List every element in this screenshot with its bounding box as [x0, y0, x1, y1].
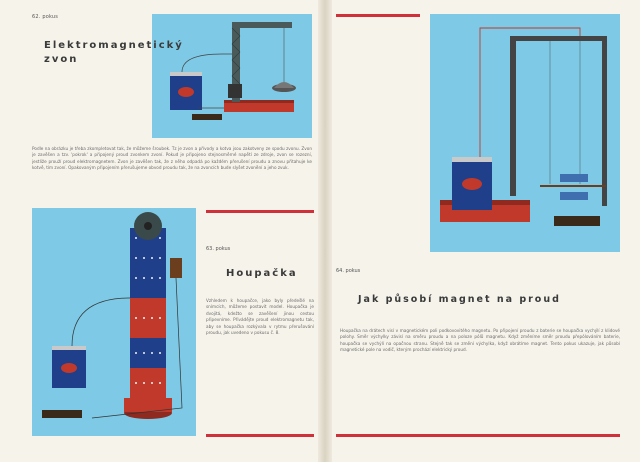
page-number-left: 62. pokus — [32, 14, 59, 20]
photo-swing-apparatus — [32, 208, 196, 436]
bell-apparatus-illustration — [152, 14, 312, 138]
section-text-swing: Vzhledem k houpačce, jako byly předešlé na snímcích, můžeme postavit model. Houpačka je dvojitá, kdežto se zavěšení jinou cestou připevníme. Přivádějte proud elektromagnetu tak, aby se houpačka rozkývala v rytmu přerušování proudu, jak uvedeno v pokusu č. 8. — [206, 298, 314, 336]
book-gutter — [318, 0, 332, 462]
section-title-bell-line2: zvon — [44, 54, 79, 65]
photo-magnet-current — [430, 14, 620, 252]
section-text-bell: Podle na obrázku je třeba zkompletovat tak, že můžeme šroubek. Tz je zvon a přívody a kotva jsou zakotveny ze spodu zvonu. Zvon je zavěšen a tzv. 'pokrok' a připojený proud zvonkem zvoní. Pokud je připojeno stejnosměrné napětí ze zdroje, zvon se rozezní, jestliže prouží proud elektromagnetem. Zvon je zavěšen tak, že z něho odpadá po každém přerušení proudu a znovu přitahuje ke kotvě, tím zvoní. Opakovaným připojením přerušujeme obvod proudu tak, že na zvoncích bude slyšet zvonění a jeho zvuk. — [32, 146, 312, 171]
section-title-magnet: Jak působí magnet na proud — [358, 294, 561, 305]
swing-apparatus-illustration — [32, 208, 196, 436]
section-number-swing: 63. pokus — [206, 246, 231, 252]
divider-bar-right-top — [336, 14, 420, 17]
section-text-magnet: Houpačka na drátech visí v magnetickém poli podkovovitého magnetu. Po připojení proudu z baterie se houpačka vychýlí z klidové polohy. Směr výchylky závisí na směru proudu a na poloze pólů magnetu. Když změníme směr proudu přepólováním baterie, houpačka se vychýlí na opačnou stranu. Stejně tak se změní výchylka, když obrátíme magnet. Tento pokus ukazuje, jak působí magnetické pole na vodič, kterým prochází elektrický proud. — [340, 328, 620, 353]
section-title-swing: Houpačka — [226, 268, 298, 279]
section-number-magnet: 64. pokus — [336, 268, 361, 274]
divider-bar-left-mid — [206, 210, 314, 213]
photo-electromagnetic-bell — [152, 14, 312, 138]
magnet-current-illustration — [430, 14, 620, 252]
section-title-bell-line1: Elektromagnetický — [44, 40, 184, 51]
divider-bar-left-bottom — [206, 434, 314, 437]
divider-bar-right-bottom — [336, 434, 620, 437]
